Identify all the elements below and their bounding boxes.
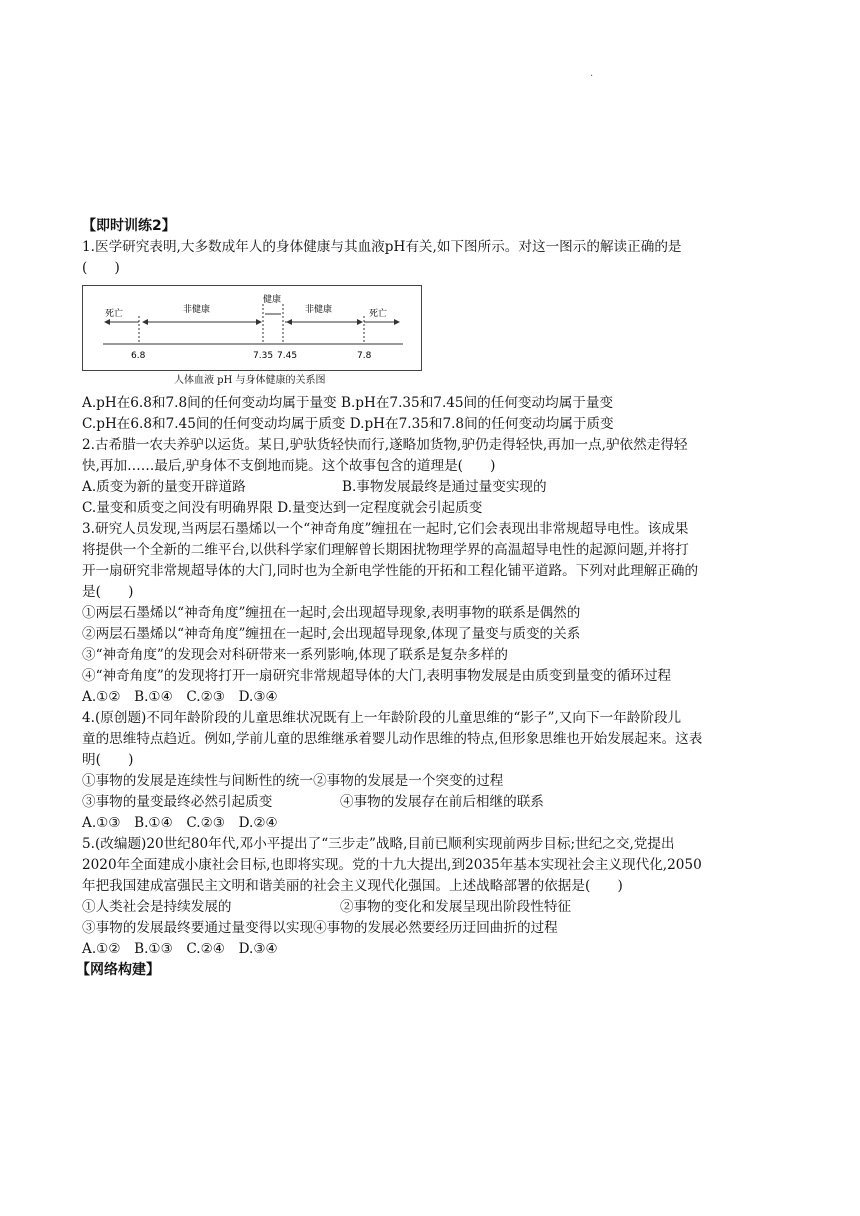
label-death-left: 死亡 bbox=[105, 309, 124, 319]
q5-statement-1: ①人类社会是持续发展的 bbox=[82, 899, 232, 915]
q2-stem-l2: 快,再加……最后,驴身体不支倒地而毙。这个故事包含的道理是( ) bbox=[82, 458, 496, 474]
tick-label-7.8: 7.8 bbox=[357, 351, 372, 361]
q3-stem-l2: 将提供一个全新的二维平台,以供科学家们理解曾长期困扰物理学界的高温超导电性的起源问题,并将打 bbox=[82, 542, 689, 558]
q3-statement-2: ②两层石墨烯以“神奇角度”缠扭在一起时,会出现超导现象,体现了量变与质变的关系 bbox=[82, 626, 581, 642]
network-title: 【网络构建】 bbox=[76, 962, 160, 978]
q3-stem-l4: 是( ) bbox=[82, 584, 134, 600]
q3-stem-l3: 开一扇研究非常规超导体的大门,同时也为全新电学性能的开拓和工程化铺平道路。下列对此理解正确的 bbox=[82, 563, 699, 579]
q4-statement-3: ③事物的量变最终必然引起质变 bbox=[82, 794, 273, 810]
q3-statement-3: ③“神奇角度”的发现会对科研带来一系列影响,体现了联系是复杂多样的 bbox=[82, 647, 509, 663]
q1-options-ab: A.pH在6.8和7.8间的任何变动均属于量变 B.pH在7.35和7.45间的任何变动均属于量变 bbox=[82, 395, 614, 411]
q5-statement-2: ②事物的变化和发展呈现出阶段性特征 bbox=[340, 899, 572, 915]
q4-statement-4: ④事物的发展存在前后相继的联系 bbox=[340, 794, 544, 810]
q1-stem-paren: ( ) bbox=[82, 260, 120, 276]
q2-stem-l1: 2.古希腊一农夫养驴以运货。某日,驴驮货轻快而行,遂略加货物,驴仍走得轻快,再加一点,驴依然走得轻 bbox=[82, 437, 688, 453]
q4-stem-l1: 4.(原创题)不同年龄阶段的儿童思维状况既有上一年龄阶段的儿童思维的“影子”,又向下一年龄阶段儿 bbox=[82, 710, 682, 726]
q5-stem-l1: 5.(改编题)20世纪80年代,邓小平提出了“三步走”战略,目前已顺利实现前两步目标;世纪之交,党提出 bbox=[82, 836, 675, 852]
ph-health-figure bbox=[82, 285, 422, 389]
tick-label-7.45: 7.45 bbox=[277, 351, 298, 361]
document-body bbox=[76, 216, 782, 981]
q2-options-ab bbox=[82, 477, 782, 498]
figure-caption: 人体血液 pH 与身体健康的关系图 bbox=[174, 375, 326, 386]
figure-frame bbox=[82, 285, 422, 371]
q2-option-b: B.事物发展最终是通过量变实现的 bbox=[342, 479, 547, 495]
q3-options: A.①② B.①④ C.②③ D.③④ bbox=[82, 689, 278, 705]
q5-options: A.①② B.①③ C.②④ D.③④ bbox=[82, 941, 278, 957]
q4-statement-12: ①事物的发展是连续性与间断性的统一②事物的发展是一个突变的过程 bbox=[82, 773, 504, 789]
label-death-right: 死亡 bbox=[369, 309, 388, 319]
q4-stem-l3: 明( ) bbox=[82, 752, 134, 768]
q1-options-cd: C.pH在6.8和7.45间的任何变动均属于质变 D.pH在7.35和7.8间的任何变动均属于质变 bbox=[82, 416, 614, 432]
q5-statement-34: ③事物的发展最终要通过量变得以实现④事物的发展必然要经历迂回曲折的过程 bbox=[82, 920, 558, 936]
q3-statement-4: ④“神奇角度”的发现将打开一扇研究非常规超导体的大门,表明事物发展是由质变到量变的循环过程 bbox=[82, 668, 672, 684]
q1-stem: 1.医学研究表明,大多数成年人的身体健康与其血液pH有关,如下图所示。对这一图示的解读正确的是 bbox=[82, 239, 682, 255]
tick-label-7.35: 7.35 bbox=[253, 351, 274, 361]
ph-diagram bbox=[83, 286, 421, 370]
q3-statement-1: ①两层石墨烯以“神奇角度”缠扭在一起时,会出现超导现象,表明事物的联系是偶然的 bbox=[82, 605, 581, 621]
q4-stem-l2: 童的思维特点趋近。例如,学前儿童的思维继承着婴儿动作思维的特点,但形象思维也开始发展起来。这表 bbox=[82, 731, 703, 747]
q3-stem-l1: 3.研究人员发现,当两层石墨烯以一个“神奇角度”缠扭在一起时,它们会表现出非常规超导电性。该成果 bbox=[82, 521, 689, 537]
top-mark: . bbox=[590, 68, 594, 79]
q2-option-a: A.质变为新的量变开辟道路 bbox=[82, 479, 246, 495]
section-title: 【即时训练2】 bbox=[82, 218, 176, 234]
q5-statement-12 bbox=[82, 897, 782, 918]
q5-stem-l2: 2020年全面建成小康社会目标,也即将实现。党的十九大提出,到2035年基本实现社会主义现代化,2050 bbox=[82, 857, 702, 873]
q2-options-cd: C.量变和质变之间没有明确界限 D.量变达到一定程度就会引起质变 bbox=[82, 500, 483, 516]
q5-stem-l3: 年把我国建成富强民主文明和谐美丽的社会主义现代化强国。上述战略部署的依据是( ) bbox=[82, 878, 623, 894]
q4-options: A.①③ B.①④ C.②③ D.②④ bbox=[82, 815, 278, 831]
label-unhealthy-right: 非健康 bbox=[305, 305, 333, 315]
tick-label-6.8: 6.8 bbox=[131, 351, 146, 361]
label-healthy: 健康 bbox=[263, 295, 282, 305]
q4-statement-34 bbox=[82, 792, 782, 813]
label-unhealthy-left: 非健康 bbox=[183, 305, 211, 315]
